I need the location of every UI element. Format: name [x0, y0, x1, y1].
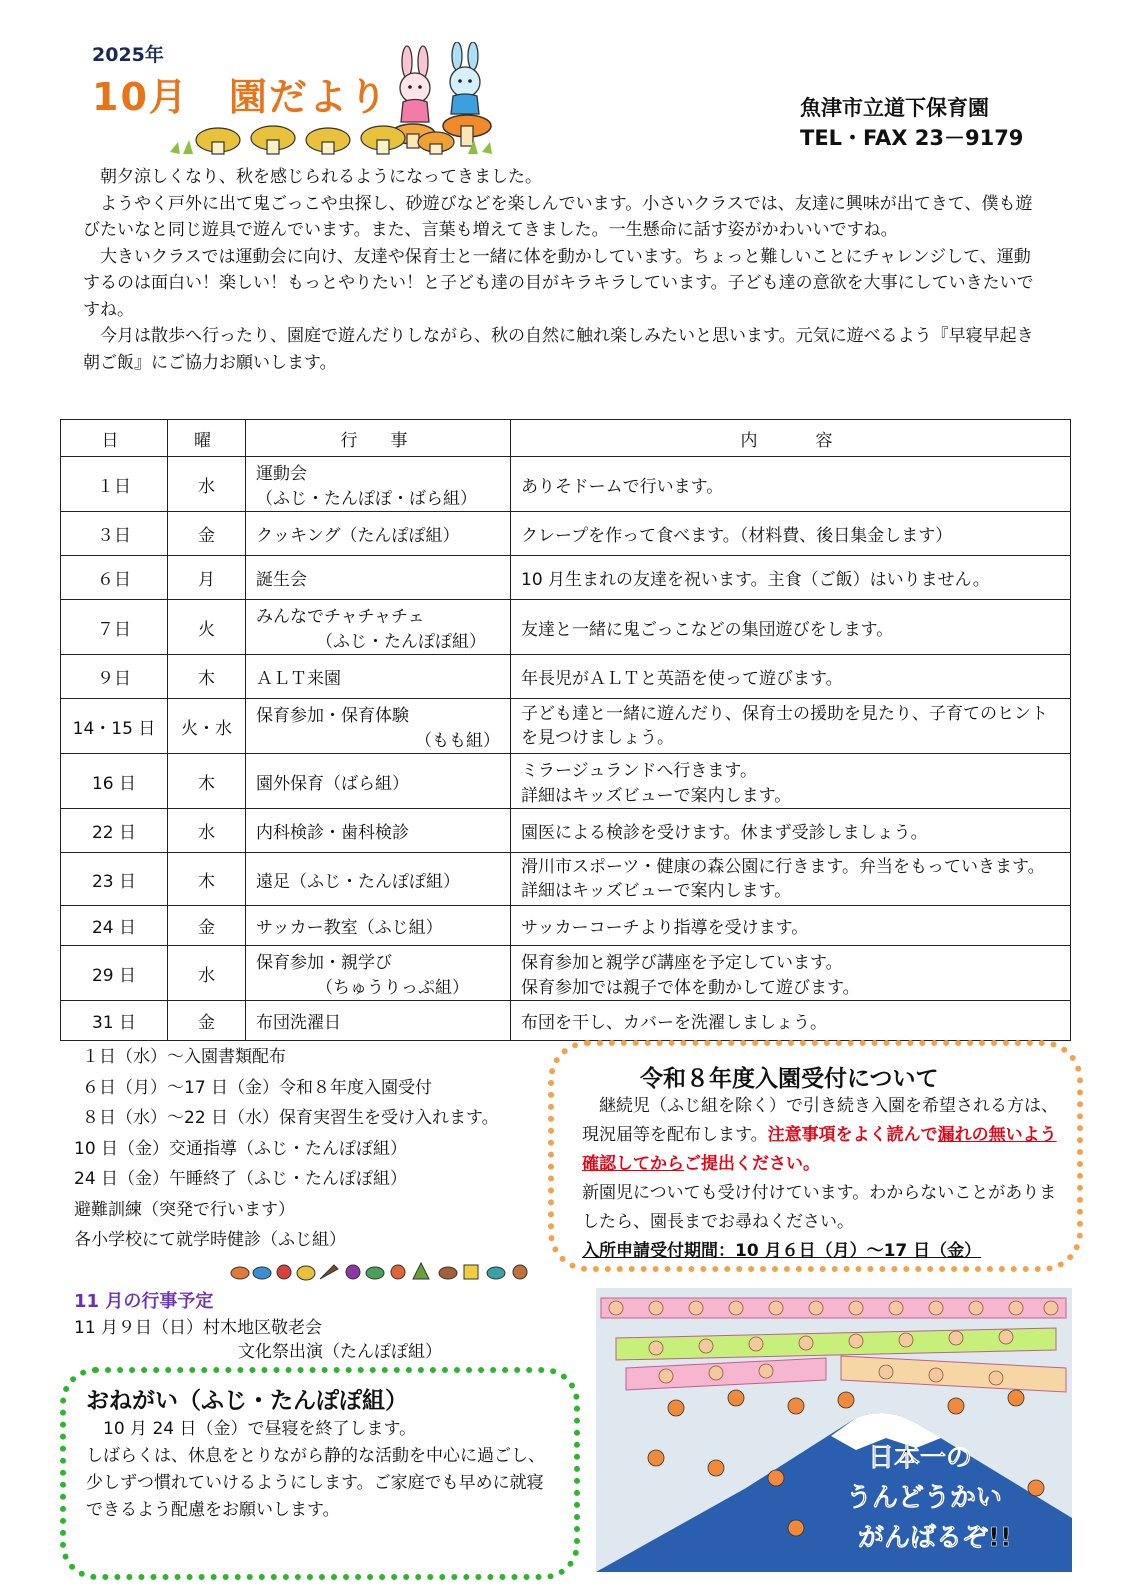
- event-line: みんなでチャチャチェ: [256, 607, 425, 627]
- other-events-list: [74, 1042, 499, 1256]
- newsletter-title: 10月 園だより: [92, 75, 389, 119]
- artwork-caption-2: うんどうかい: [846, 1483, 1003, 1513]
- admission-text-new: 新園児についても受け付けています。わからないことがありましたら、園長までお尋ねください。: [582, 1183, 1057, 1232]
- row-event: [246, 600, 511, 655]
- row-date: 16 日: [61, 754, 168, 809]
- admission-period: 入所申請受付期間：10 月６日（月）～17 日（金）: [582, 1241, 982, 1261]
- admission-alert: 注意事項をよく読んで: [767, 1125, 938, 1145]
- event-line: 保育参加・親学び: [256, 953, 392, 973]
- row-dow: 水: [168, 457, 246, 512]
- row-dow: 月: [168, 556, 246, 600]
- row-date: ６日: [61, 556, 168, 600]
- table-row: [61, 556, 1071, 600]
- row-event: 園外保育（ばら組）: [246, 754, 511, 809]
- row-date: 24 日: [61, 906, 168, 946]
- november-title: 11 月の行事予定: [74, 1291, 214, 1312]
- list-item: ６日（月）～17 日（金）令和８年度入園受付: [82, 1077, 433, 1098]
- list-item: １日（水）～入園書類配布: [82, 1047, 286, 1067]
- event-subline: （ふじ・たんぽぽ組）: [316, 632, 486, 652]
- row-event: クッキング（たんぽぽ組）: [246, 512, 511, 556]
- artwork-caption-3: がんばるぞ!!: [858, 1523, 1012, 1553]
- table-row: [61, 1001, 1071, 1041]
- table-row: [61, 906, 1071, 946]
- row-dow: 木: [168, 754, 246, 809]
- intro-text: [83, 164, 1043, 376]
- row-detail: 園医による検診を受けます。休まず受診しましょう。: [511, 809, 1071, 853]
- row-dow: 金: [168, 1001, 246, 1041]
- table-row: [61, 754, 1071, 809]
- row-event: サッカー教室（ふじ組）: [246, 906, 511, 946]
- intro-paragraph: 大きいクラスでは運動会に向け、友達や保育士と一緒に体を動かしています。ちょっと難しいことにチャレンジして、運動するのは面白い！楽しい！もっとやりたい！と子ども達の目がキラキラしています。子ども達の意欲を大事にしていきたいですね。: [83, 246, 1034, 320]
- row-dow: 火・水: [168, 699, 246, 754]
- row-detail: ありそドームで行います。: [511, 457, 1071, 512]
- list-item: 避難訓練（突発で行います）: [74, 1199, 295, 1220]
- row-dow: 水: [168, 809, 246, 853]
- request-title: おねがい（ふじ・たんぽぽ組）: [86, 1388, 408, 1414]
- mushroom-decoration: [168, 112, 498, 160]
- list-item: 10 日（金）交通指導（ふじ・たんぽぽ組）: [74, 1138, 408, 1159]
- row-detail: 10 月生まれの友達を祝います。主食（ご飯）はいりません。: [511, 556, 1071, 600]
- table-row: [61, 853, 1071, 906]
- row-detail: 年長児がＡＬＴと英語を使って遊びます。: [511, 655, 1071, 699]
- school-tel: TEL・FAX 23－9179: [800, 126, 1024, 150]
- row-dow: 金: [168, 906, 246, 946]
- header-detail: 内 容: [511, 420, 1071, 457]
- intro-paragraph: 朝夕涼しくなり、秋を感じられるようになってきました。: [100, 167, 542, 187]
- detail-line: 詳細はキッズビューで案内します。: [521, 786, 792, 806]
- detail-line: 保育参加と親学び講座を予定しています。: [521, 953, 843, 973]
- schedule-header-row: [61, 420, 1071, 457]
- row-date: 14・15 日: [61, 699, 168, 754]
- row-detail: [511, 754, 1071, 809]
- row-event: 誕生会: [246, 556, 511, 600]
- event-line: 運動会: [256, 464, 307, 484]
- row-date: 22 日: [61, 809, 168, 853]
- detail-line: ミラージュランドへ行きます。: [521, 761, 757, 781]
- row-dow: 木: [168, 655, 246, 699]
- row-date: 29 日: [61, 946, 168, 1001]
- sports-day-artwork-photo: [596, 1288, 1072, 1572]
- artwork-caption-1: 日本一の: [868, 1443, 973, 1473]
- event-subline: （ちゅうりっぷ組）: [316, 978, 469, 998]
- header-event: 行 事: [246, 420, 511, 457]
- list-item: ８日（水）～22 日（水）保育実習生を受け入れます。: [82, 1108, 499, 1128]
- table-row: [61, 600, 1071, 655]
- table-row: [61, 512, 1071, 556]
- table-row: [61, 655, 1071, 699]
- request-line: 10 月 24 日（金）で昼寝を終了します。: [103, 1419, 417, 1439]
- row-date: 23 日: [61, 853, 168, 906]
- row-event: 遠足（ふじ・たんぽぽ組）: [246, 853, 511, 906]
- row-dow: 金: [168, 512, 246, 556]
- list-item: 各小学校にて就学時健診（ふじ組）: [74, 1230, 346, 1250]
- admission-text: [582, 1092, 1060, 1266]
- request-text: [86, 1416, 556, 1524]
- event-subline: （ふじ・たんぽぽ・ばら組）: [256, 489, 477, 509]
- row-date: ７日: [61, 600, 168, 655]
- row-event: 内科検診・歯科検診: [246, 809, 511, 853]
- table-row: [61, 699, 1071, 754]
- header-dow: 曜: [168, 420, 246, 457]
- row-detail: 友達と一緒に鬼ごっこなどの集団遊びをします。: [511, 600, 1071, 655]
- intro-paragraph: 今月は散歩へ行ったり、園庭で遊んだりしながら、秋の自然に触れ楽しみたいと思います。元気に遊べるよう『早寝早起き朝ご飯』にご協力お願いします。: [83, 326, 1034, 373]
- row-detail: [511, 946, 1071, 1001]
- row-detail: クレープを作って食べます。（材料費、後日集金します）: [511, 512, 1071, 556]
- row-date: ３日: [61, 512, 168, 556]
- intro-paragraph: ようやく戸外に出て鬼ごっこや虫探し、砂遊びなどを楽しんでいます。小さいクラスでは、友達に興味が出てきて、僕も遊びたいなと同じ遊具で遊んでいます。また、言葉も増えてきました。一生懸命に話す姿がかわいいですね。: [83, 193, 1033, 240]
- november-event: 11 月９日（日）村木地区敬老会: [74, 1318, 323, 1338]
- row-dow: 火: [168, 600, 246, 655]
- row-dow: 水: [168, 946, 246, 1001]
- table-row: [61, 457, 1071, 512]
- table-row: [61, 946, 1071, 1001]
- event-line: 保育参加・保育体験: [256, 706, 409, 726]
- request-body: しばらくは、休息をとりながら静的な活動を中心に過ごし、少しずつ慣れていけるようにします。ご家庭でも早めに就寝できるよう配慮をお願いします。: [86, 1446, 545, 1520]
- row-date: ９日: [61, 655, 168, 699]
- detail-line: 保育参加では親子で体を動かして遊びます。: [521, 978, 860, 998]
- row-detail: 子ども達と一緒に遊んだり、保育士の援助を見たり、子育てのヒントを見つけましょう。: [511, 699, 1071, 754]
- admission-alert-end: ご提出ください。: [684, 1154, 820, 1174]
- admission-alert-underline: 漏れの無いよう確認してから: [582, 1125, 1057, 1174]
- row-dow: 木: [168, 853, 246, 906]
- row-detail: 布団を干し、カバーを洗濯しましょう。: [511, 1001, 1071, 1041]
- admission-text-body: 継続児（ふじ組を除く）で引き続き入園を希望される方は、現況届等を配布します。: [582, 1096, 1058, 1145]
- list-item: 24 日（金）午睡終了（ふじ・たんぽぽ組）: [74, 1169, 408, 1189]
- schedule-table: [60, 419, 1071, 1041]
- school-name: 魚津市立道下保育園: [800, 96, 989, 120]
- row-event: ＡＬＴ来園: [246, 655, 511, 699]
- row-date: 31 日: [61, 1001, 168, 1041]
- table-row: [61, 809, 1071, 853]
- row-detail: サッカーコーチより指導を受けます。: [511, 906, 1071, 946]
- november-event-detail: 文化祭出演（たんぽぽ組）: [238, 1342, 442, 1362]
- row-event: [246, 699, 511, 754]
- row-date: １日: [61, 457, 168, 512]
- row-event: [246, 457, 511, 512]
- newsletter-year: 2025年: [92, 44, 164, 66]
- autumn-food-decoration: [228, 1255, 538, 1285]
- event-subline: （もも組）: [415, 731, 500, 751]
- header-date: 日: [61, 420, 168, 457]
- school-info: [800, 93, 1023, 153]
- admission-title: 令和８年度入園受付について: [640, 1066, 939, 1092]
- row-event: [246, 946, 511, 1001]
- row-event: 布団洗濯日: [246, 1001, 511, 1041]
- row-detail: 滑川市スポーツ・健康の森公園に行きます。弁当をもっていきます。詳細はキッズビューで案内します。: [511, 853, 1071, 906]
